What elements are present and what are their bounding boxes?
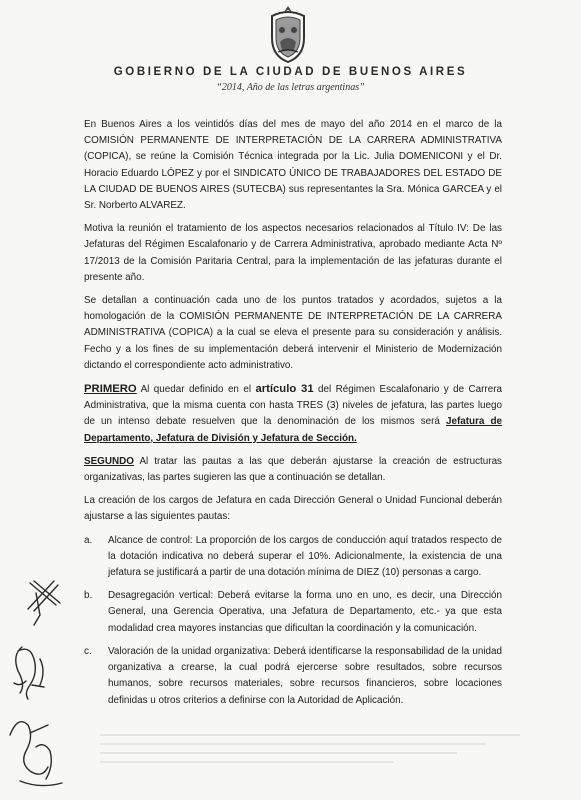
paragraph-primero — [84, 381, 502, 447]
primero-label: PRIMERO — [84, 383, 137, 396]
guidelines-list — [84, 533, 502, 709]
city-coat-of-arms-seal — [266, 4, 310, 64]
paragraph-segundo — [84, 454, 502, 486]
list-item — [84, 533, 502, 582]
list-item — [84, 644, 502, 709]
segundo-text: Al tratar las pautas a las que deberán ajustarse la creación de estructuras organizativas, las partes sugieren las que a continuación se detallan. — [84, 455, 502, 484]
primero-text-a: Al quedar definido en el — [136, 384, 256, 396]
list-letter: b. — [84, 590, 93, 602]
paragraph-motive: Motiva la reunión el tratamiento de los aspectos necesarios relacionados al Título IV: De las Jefaturas del Régimen Escalafonario y de Carrera Administrativa, aprobado mediante Acta Nº 17/2013 de la Comisión Paritaria Central, para la implementación de las jefaturas durante el presente año. — [84, 223, 502, 283]
list-text: Desagregación vertical: Deberá evitarse la forma uno en uno, es decir, una Dirección General, una Gerencia Operativa, una Jefatura de Departamento, etc.- ya que esta modalidad crea mayores instancias que dificultan la coordinación y la comunicación. — [108, 590, 502, 634]
bleed-through-text — [100, 727, 520, 777]
primero-jefatura-names: Jefatura de Departamento, Jefatura de División y Jefatura de Sección. — [84, 416, 502, 444]
government-header-title: GOBIERNO DE LA CIUDAD DE BUENOS AIRES — [113, 66, 468, 78]
handwritten-signatures — [0, 575, 70, 800]
list-letter: c. — [84, 645, 92, 657]
paragraph-meeting: En Buenos Aires a los veintidós días del mes de mayo del año 2014 en el marco de la COMISIÓN PERMANENTE DE INTERPRETACIÓN DE LA CARRERA ADMINISTRATIVA (COPICA), se reúne la Comisión Técnica integrada por la Lic. Julia DOMENICONI y el Dr. Horacio Eduardo LÓPEZ y por el SINDICATO ÚNICO DE TRABAJADORES DEL ESTADO DE LA CIUDAD DE BUENOS AIRES (SUTECBA) sus representantes la Sra. Mónica GARCEA y el Sr. Norberto ALVAREZ. — [84, 119, 502, 212]
paragraph-creacion: La creación de los cargos de Jefatura en cada Dirección General o Unidad Funcional deberán ajustarse a las siguientes pautas: — [84, 495, 502, 523]
primero-article: artículo 31 — [255, 383, 314, 396]
segundo-label: SEGUNDO — [84, 455, 134, 467]
list-text: Alcance de control: La proporción de los cargos de conducción aquí tratados respecto de la dotación indicativa no deberá superar el 10%. Adicionalmente, la existencia de una jefatura se justificará a partir de una dotación mínima de DIEZ (10) personas a cargo. — [108, 534, 502, 579]
list-text: Valoración de la unidad organizativa: Deberá identificarse la responsabilidad de la unidad organizativa a crearse, la cual podrá ejercerse sobre resultados, sobre recursos humanos, sobre recursos materiales, sobre recursos financieros, sobre locaciones definidas u otros criterios a definirse con la Autoridad de Aplicación. — [108, 645, 502, 706]
paragraph-details: Se detallan a continuación cada uno de los puntos tratados y acordados, sujetos a la homologación de la COMISIÓN PERMANENTE DE INTERPRETACIÓN DE LA CARRERA ADMINISTRATIVA (COPICA) a la cual se eleva el presente para su consideración y análisis. Fecho y a los fines de su implementación deberá intervenir el Ministerio de Modernización dictando el correspondiente acto administrativo. — [84, 295, 502, 371]
list-letter: a. — [84, 534, 93, 546]
list-item — [84, 588, 502, 637]
year-motto: “2014, Año de las letras argentinas” — [216, 82, 365, 93]
primero-text-b: del Régimen Escalafonario y de Carrera Administrativa, que la misma cuenta con hasta TRES (3) niveles de jefatura, las partes luego de un intenso debate resuelven que la denominación de los mismos será — [84, 384, 502, 428]
document-body — [84, 117, 502, 716]
